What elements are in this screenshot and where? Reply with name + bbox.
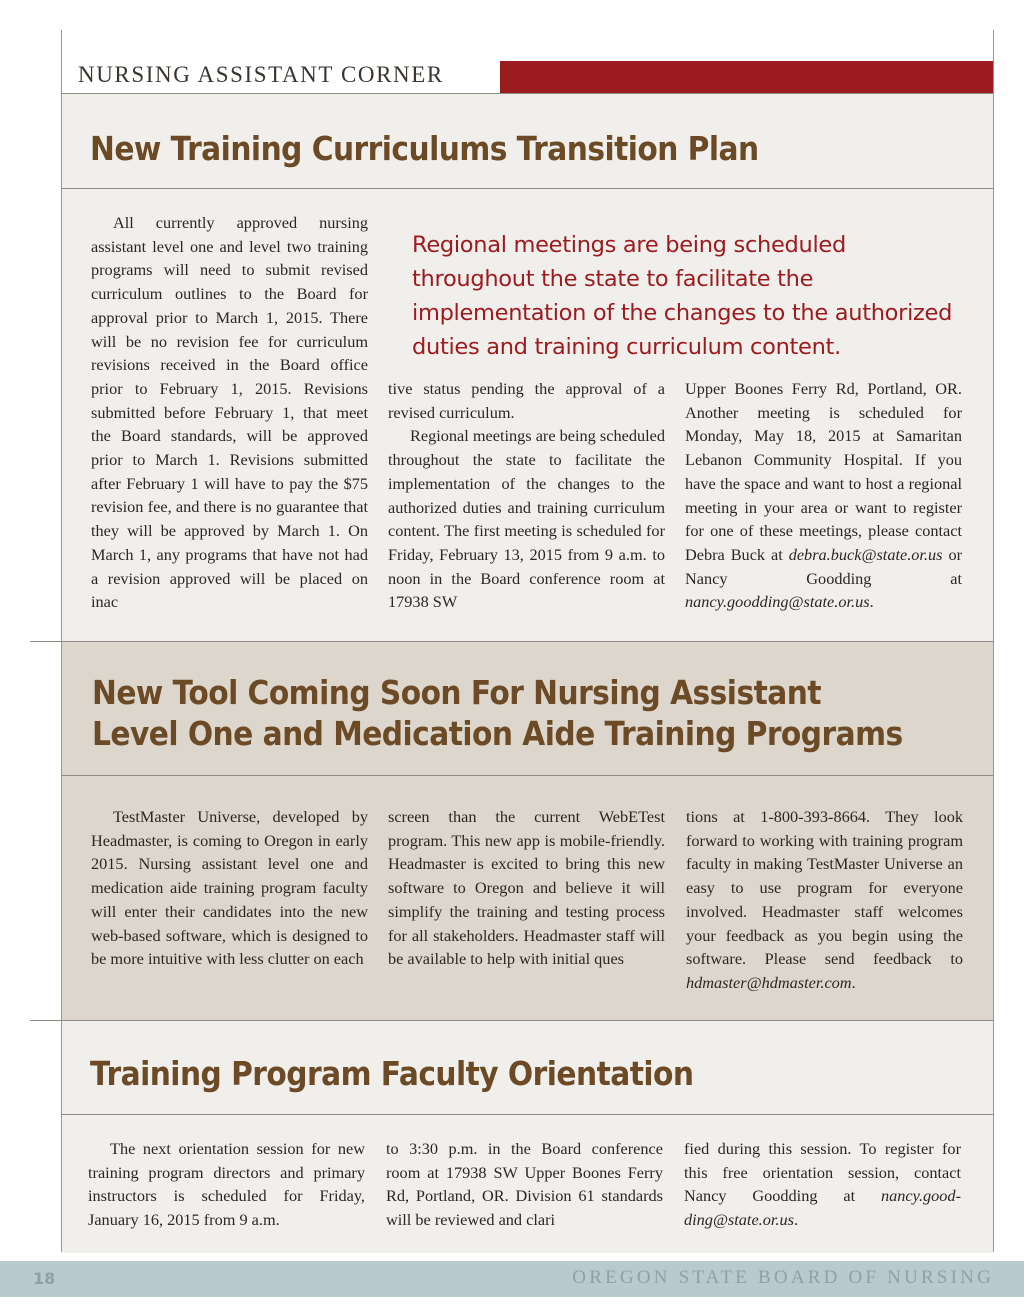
article-column-1: [91, 805, 368, 971]
paragraph-text: fied during this session. To register for this free orientation session, contact Nancy Goodding at: [684, 1139, 961, 1206]
article-column-2: [388, 805, 665, 971]
paragraph: TestMaster Universe, developed by Headmaster, is coming to Oregon in early 2015. Nursing assistant level one and medication aide training program faculty will enter their candidates into the new web-based software, which is designed to be more intuitive with less clutter on each: [91, 807, 368, 969]
paragraph: [684, 1137, 961, 1232]
article-column-3: [685, 377, 962, 614]
paragraph-text: .: [793, 1210, 799, 1230]
article-column-3: [686, 805, 963, 995]
article-column-1: [88, 1137, 365, 1232]
section-headline: [92, 672, 903, 754]
paragraph-text: Upper Boones Ferry Rd, Portland, OR. Another meeting is scheduled for Monday, May 18, 2015 at Samaritan Lebanon Community Hospital. If you have the space and want to host a regional meeting in your area or want to register for one of these meetings, please contact Debra Buck at: [685, 379, 962, 564]
footer-organization: OREGON STATE BOARD OF NURSING: [572, 1267, 994, 1288]
headline-line: Level One and Medication Aide Training Programs: [92, 714, 903, 753]
paragraph: [685, 377, 962, 614]
paragraph: All currently approved nursing assistant level one and level two training programs will need to submit revised curriculum outlines to the Board for approval prior to March 1, 2015. There will be no revision fee for curriculum revisions received in the Board office prior to February 1, 2015. Revisions submitted before February 1, that meet the Board standards, will be approved prior to March 1. Revisions submitted after February 1 will have to pay the $75 revision fee, and there is no guarantee that they will be approved by March 1. On March 1, any programs that have not had a revision approved will be placed on inac: [91, 213, 368, 612]
paragraph: Regional meetings are being scheduled throughout the state to facilitate the implementation of the changes to the authorized duties and training curriculum content. The first meeting is scheduled for Friday, February 13, 2015 from 9 a.m. to noon in the Board conference room at 17938 SW: [388, 426, 665, 612]
section-rule: [61, 775, 993, 776]
corner-title: NURSING ASSISTANT CORNER: [78, 62, 444, 87]
pull-quote: Regional meetings are being scheduled throughout the state to facilitate the implementation of the changes to the authorized duties and training curriculum content.: [412, 232, 953, 360]
section-headline: Training Program Faculty Orientation: [90, 1054, 694, 1093]
paragraph: The next orientation session for new training program directors and primary instructors is scheduled for Friday, January 16, 2015 from 9 a.m.: [88, 1139, 365, 1230]
paragraph: [686, 805, 963, 995]
section-rule: [61, 1114, 993, 1115]
paragraph: screen than the current WebETest program. This new app is mobile-friendly. Headmaster is excited to bring this new software to Oregon and believe it will simplify the training and testing process for all stakeholders. Headmaster staff will be available to help with initial ques: [388, 807, 665, 969]
paragraph-text: .: [869, 592, 874, 612]
section-headline: New Training Curriculums Transition Plan: [90, 129, 759, 168]
article-column-2: [386, 1137, 663, 1232]
paragraph-text: or Nancy Goodding at: [685, 544, 962, 588]
email-link[interactable]: nancy.goodding@state.or.us: [684, 1186, 961, 1230]
headline-line: New Tool Coming Soon For Nursing Assistant: [92, 673, 822, 712]
email-link[interactable]: debra.​buck@state.or.us: [788, 544, 943, 564]
paragraph-text: tions at 1-800-393-8664. They look forward to working with training program faculty in making TestMaster Universe an easy to use program for everyone involved. Headmaster staff welcomes your feedback as you begin using the software. Please send feedback to: [686, 807, 963, 969]
section-rule: [61, 188, 993, 189]
article-column-2: [388, 377, 665, 614]
page-number: 18: [33, 1269, 56, 1288]
paragraph: tive status pending the approval of a revised curriculum.: [388, 379, 665, 422]
header-accent-bar: [500, 61, 993, 93]
article-column-1: [91, 211, 368, 614]
paragraph-text: .: [851, 972, 856, 992]
email-link[interactable]: hdmaster@hdmaster.com: [686, 972, 852, 992]
paragraph: to 3:30 p.m. in the Board conference room at 17938 SW Upper Boones Ferry Rd, Portland, OR. Division 61 standards will be reviewed and clari: [386, 1139, 663, 1230]
article-column-3: [684, 1137, 961, 1232]
right-frame-line: [993, 30, 994, 1252]
email-link[interactable]: nancy.goodding@state.or.us: [685, 592, 870, 612]
